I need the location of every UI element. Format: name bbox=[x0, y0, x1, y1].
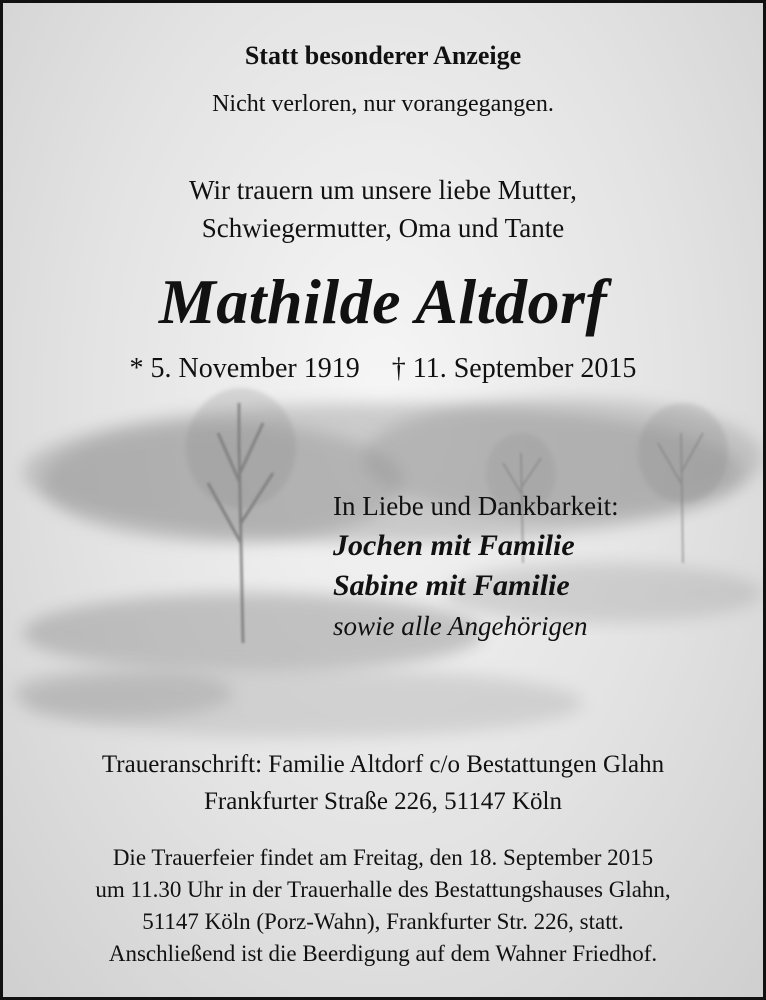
ceremony-line-2: um 11.30 Uhr in der Trauerhalle des Bestattungshauses Glahn, bbox=[95, 877, 671, 902]
intro-line-2: Schwiegermutter, Oma und Tante bbox=[201, 213, 565, 243]
life-dates bbox=[3, 353, 763, 385]
family-jochen: Jochen mit Familie bbox=[333, 529, 575, 562]
mourning-address-line-2: Frankfurter Straße 226, 51147 Köln bbox=[203, 788, 563, 815]
family-relatives: sowie alle Angehörigen bbox=[333, 611, 588, 641]
ceremony-line-4: Anschließend ist die Beerdigung auf dem Wahner Friedhof. bbox=[108, 941, 658, 966]
birth-date: * 5. November 1919 bbox=[129, 353, 360, 384]
family-sabine: Sabine mit Familie bbox=[333, 569, 570, 602]
love-line: In Liebe und Dankbarkeit: bbox=[333, 491, 619, 521]
mourning-address-line-1: Traueranschrift: Familie Altdorf c/o Bestattungen Glahn bbox=[101, 751, 665, 778]
death-date: † 11. September 2015 bbox=[391, 353, 637, 384]
intro-line-1: Wir trauern um unsere liebe Mutter, bbox=[189, 175, 577, 205]
ceremony-line-3: 51147 Köln (Porz-Wahn), Frankfurter Str. 226, statt. bbox=[142, 909, 624, 934]
notice-heading: Statt besonderer Anzeige bbox=[244, 41, 522, 70]
motto: Nicht verloren, nur vorangegangen. bbox=[212, 91, 554, 117]
deceased-name: Mathilde Altdorf bbox=[158, 266, 608, 337]
ceremony-line-1: Die Trauerfeier findet am Freitag, den 18. September 2015 bbox=[112, 845, 654, 870]
